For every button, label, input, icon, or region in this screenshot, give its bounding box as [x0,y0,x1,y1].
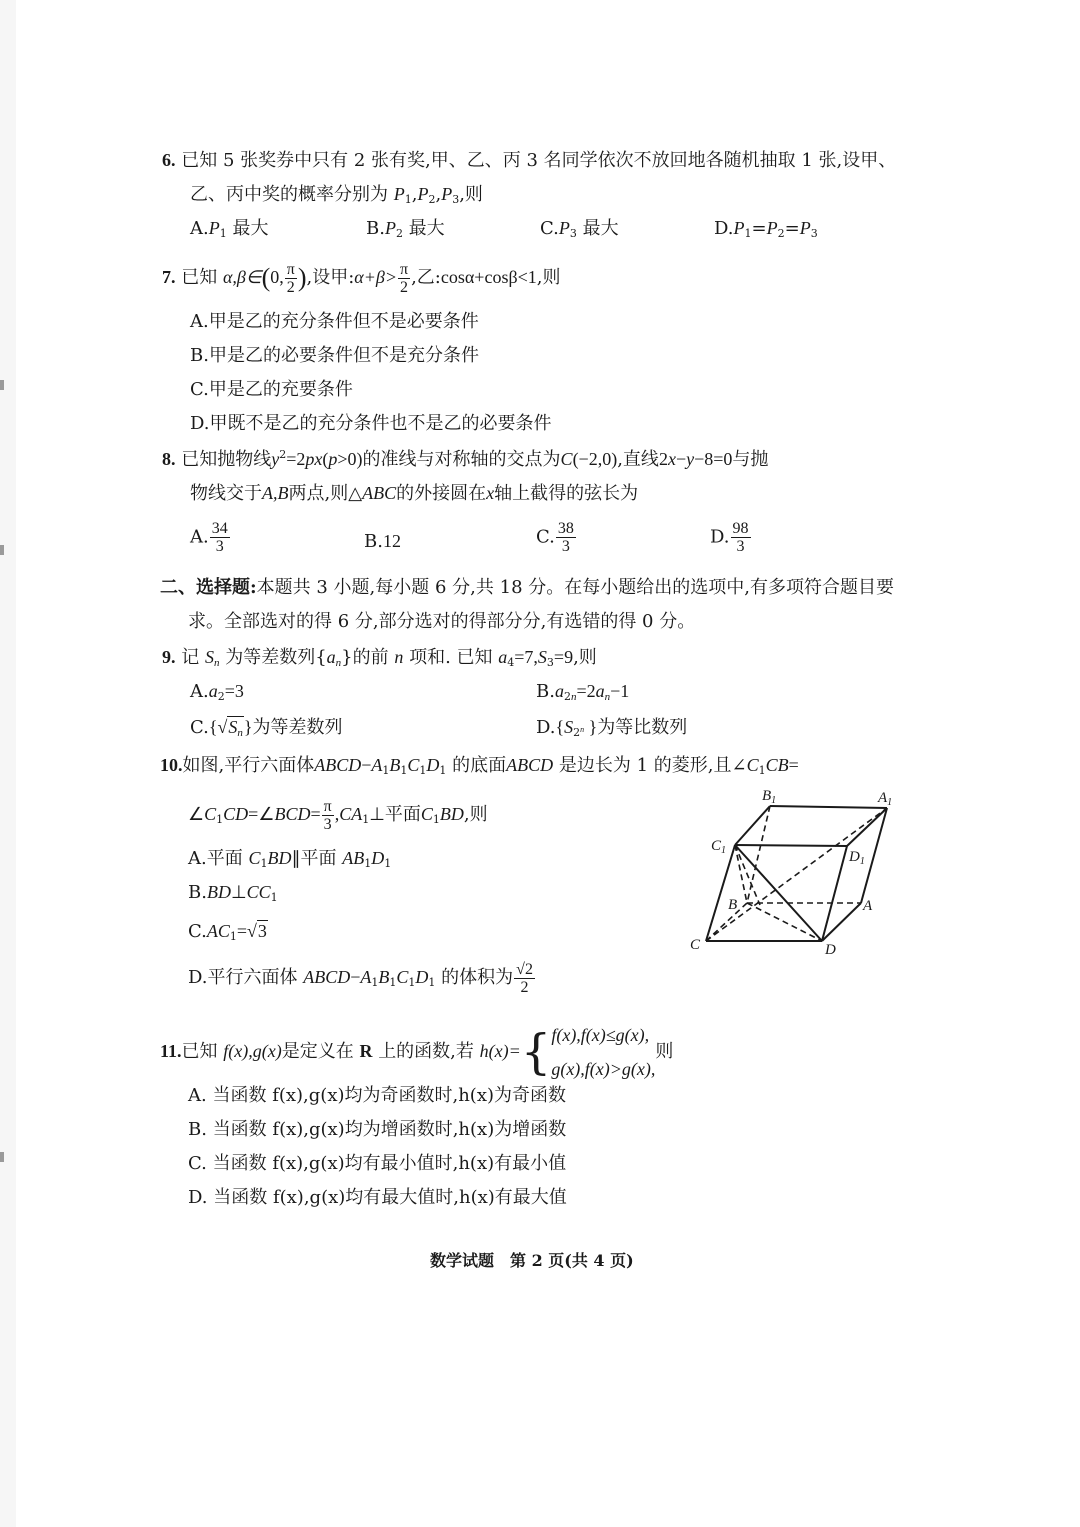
parallelepiped-figure [680,780,910,960]
option-label: C. [190,717,209,738]
q8-option-b[interactable] [364,529,401,554]
frac-den: 3 [736,538,745,555]
option-label: C. [540,218,559,239]
q9-text: ,则 [573,647,597,668]
q10-base: ABCD [506,755,554,775]
option-text: 最大 [408,218,445,239]
scan-margin [0,0,16,1527]
vertex-label-a: A [863,898,873,914]
vertex-label-b: B [728,897,738,913]
q10-option-b[interactable]: $B.BD\perp CC_1$ [188,882,278,904]
vertex-label-b1: $B_1$ [762,788,777,806]
q8-text: ,直线 [617,449,659,470]
option-text: 为等差数列 [252,717,343,738]
q7-text: ,设甲: [306,267,355,288]
option-label: C. [190,379,209,400]
q10-stem-line1: 10.如图,平行六面体$ABCD-A_1B_1C_1D_1$ 的底面ABCD 是边长为 1 的菱形,且$\angle C_1CB=$ [160,755,799,777]
q11-h: h(x)= [479,1041,521,1061]
fraction-sqrt2-over-2 [514,961,535,996]
q8-axis: x [486,483,495,503]
option-label: B. [364,531,383,552]
option-label: D. [190,413,210,434]
frac-den: 3 [215,538,224,555]
option-label: B. [190,345,209,366]
vertex-label-d: D [825,942,836,958]
frac-num: π [286,260,295,278]
fraction-pi-over-2 [398,261,410,296]
q9-option-d[interactable]: $D.\{S_{2^n}$ }为等比数列 [536,717,688,739]
q7-math: α,β∈ [222,267,262,287]
frac-den: 2 [400,278,409,296]
q8-option-d[interactable] [710,520,752,555]
page-footer: 数学试题 第 2 页(共 4 页) [430,1251,634,1270]
q7-text: 已知 [181,267,218,288]
q9-text: 为等差数列{ [225,647,327,668]
frac-den: 2 [286,278,295,296]
q10-option-a[interactable]: A.平面 $C_1BD\parallel$平面 $AB_1D_1$ [188,848,392,870]
option-text: 甲既不是乙的充分条件也不是乙的必要条件 [209,413,552,434]
option-text: 为等比数列 [597,717,688,738]
q6-text: 已知 5 张奖券中只有 2 张有奖,甲、乙、丙 3 名同学依次不放回地各随机抽取 1 张,设甲、 [181,150,897,171]
option-text: 当函数 f(x),g(x)均有最大值时,h(x)有最大值 [213,1187,567,1208]
option-label: B. [188,882,207,903]
section-2-instructions-line2 [188,610,695,634]
q8-text: 与抛 [732,449,769,470]
section-instructions: 本题共 3 小题,每小题 6 分,共 18 分。在每小题给出的选项中,有多项符合题目要 [256,577,894,598]
frac-num: 38 [557,520,574,537]
q11-option-c[interactable] [188,1152,566,1176]
option-label: D. [188,1187,208,1208]
q8-option-a[interactable] [190,520,231,555]
q8-text: 已知抛物线 [181,449,272,470]
vertex-label-a1: $A_1$ [878,790,893,808]
option-label: A. [188,1085,207,1106]
q6-text-end: ,则 [459,184,483,205]
option-label: B. [366,218,385,239]
frac-den: 3 [561,538,570,555]
section-2-heading [160,576,894,600]
q8-stem-line1: 8. 已知抛物线$y^2=2px(p>0)$的准线与对称轴的交点为C(−2,0),直线2x−y−8=0与抛 [162,448,769,470]
option-label: A. [190,218,209,239]
option-text: 最大 [232,218,269,239]
q9-n: n [394,647,404,667]
q9-option-a[interactable]: $A.a_2=3$ [190,681,244,703]
q9-option-c[interactable]: $C.\{√S_n\}$为等差数列 [190,717,343,739]
q7-cond-yi: cosα+cosβ<1 [440,267,537,287]
fraction [210,520,230,555]
q10-text: 的底面 [452,755,507,776]
q7-text: ,乙: [411,267,441,288]
q11-text: 上的函数,若 [378,1041,474,1062]
frac-num: π [323,797,332,815]
question-number: 8. [162,449,176,469]
q6-stem-line1 [162,148,896,173]
option-label: C. [536,526,555,548]
q11-functions: f(x),g(x) [223,1041,282,1061]
q9-option-b[interactable]: $B.a_{2n}=2a_n-1$ [536,681,630,703]
vertex-label-c: C [690,937,701,953]
q7-stem: 7. 已知 α,β∈(0, $\frac{\pi}{2}$ ),设甲:α+β> $\frac{\pi}{2}$ ,乙:cosα+cosβ<1,则 [162,260,561,296]
q11-option-b[interactable] [188,1118,566,1142]
q6-stem-line2: 乙、丙中奖的概率分别为 $P_1,P_2,P_3$,则 [190,184,483,206]
q6-option-a[interactable]: $A.P_1$ 最大 [190,218,269,240]
q8-text: 物线交于 [190,483,262,504]
option-label: B. [188,1119,207,1140]
option-text: 最大 [582,218,619,239]
q8-text: 的准线与对称轴的交点为 [362,449,561,470]
option-label: A. [190,311,209,332]
vertex-label-d1: $D_1$ [849,849,865,867]
option-value: 12 [382,531,401,551]
q6-option-d[interactable]: $D.P_1=P_2=P_3$ [714,218,818,240]
q9-stem: 9. 记 $S_n$ 为等差数列$\{a_n\}$的前 n 项和. 已知 $a_4=7,S_3=9$,则 [162,647,597,669]
q7-text: ,则 [536,267,561,288]
q11-real-set: R [359,1041,373,1061]
option-label: D. [188,967,208,988]
q10-option-d[interactable]: D.平行六面体 $ABCD-A_1B_1C_1D_1$ 的体积为 $\frac{√2}{2}$ [188,960,533,996]
fraction-pi-over-3 [322,798,334,833]
frac-num: 34 [211,520,228,537]
scan-mark [0,380,4,390]
q8-option-c[interactable] [536,520,577,555]
option-text: 甲是乙的充分条件但不是必要条件 [208,311,479,332]
option-text: 当函数 f(x),g(x)均为奇函数时,h(x)为奇函数 [212,1085,566,1106]
option-text: 甲是乙的必要条件但不是充分条件 [208,345,479,366]
frac-num: √2 [516,960,533,978]
q8-triangle: ABC [362,483,397,503]
piecewise-cases [551,1018,655,1086]
fraction [731,520,751,555]
option-label: D. [536,717,556,738]
option-label: B. [536,681,555,702]
q10-text: 平面 [384,804,421,825]
option-label: D. [710,526,730,548]
frac-den: 2 [520,978,529,996]
scan-mark [0,1152,4,1162]
vertex-label-c1: $C_1$ [711,838,727,856]
q6-text: 乙、丙中奖的概率分别为 [190,184,388,205]
q9-text: }的前 [341,647,389,668]
q8-points: A,B [262,483,289,503]
option-label: C. [188,921,207,942]
q11-option-d[interactable] [188,1186,567,1210]
q7-option-c[interactable] [190,378,353,402]
q7-option-d[interactable] [190,412,552,436]
q8-stem-line2 [190,481,638,506]
q9-text: 项和. 已知 [409,647,493,668]
option-label: A. [190,681,209,702]
sqrt-sn: $√S_n$ [217,717,243,739]
question-number: 10. [160,755,183,775]
option-label: A. [190,526,209,548]
q8-text: 轴上截得的弦长为 [494,483,639,504]
option-label: A. [188,848,207,869]
q11-option-a[interactable] [188,1084,566,1108]
q7-option-b[interactable] [190,344,479,368]
q10-text: 是边长为 1 的菱形,且∠ [558,755,747,776]
frac-num: π [400,260,409,278]
frac-den: 3 [323,815,332,833]
option-text: 的体积为 [441,967,514,988]
fraction-pi-over-2 [285,261,297,296]
q11-stem [160,1018,673,1086]
q8-text: 两点,则△ [288,483,363,504]
q7-cond-jia: α+β> [354,267,397,287]
q10-text: 如图,平行六面体 [182,755,315,776]
q6-option-c[interactable]: $C.P_3$ 最大 [540,218,619,240]
question-number: 7. [162,267,176,287]
q11-text: 已知 [181,1041,218,1062]
q7-option-a[interactable] [190,310,479,334]
question-number: 11. [160,1041,182,1061]
q10-option-c[interactable]: $C.AC_1=√3$ [188,921,267,943]
section-title: 二、选择题: [160,577,257,598]
option-label: C. [188,1153,207,1174]
q6-option-b[interactable]: $B.P_2$ 最大 [366,218,445,240]
fraction [556,520,576,555]
frac-num: 98 [732,520,749,537]
q10-text: ,则 [463,804,488,825]
case-2: g(x),f(x)>g(x), [551,1059,656,1079]
option-text: 当函数 f(x),g(x)均有最小值时,h(x)有最小值 [212,1153,567,1174]
case-1: f(x),f(x)≤g(x), [551,1025,650,1045]
scan-mark [0,545,4,555]
option-label: D. [714,218,734,239]
q11-text: 则 [655,1041,674,1062]
q10-text: = [788,755,799,775]
option-text: 甲是乙的充要条件 [208,379,353,400]
option-text: 平行六面体 [207,967,298,988]
q11-text: 是定义在 [281,1041,354,1062]
question-number: 9. [162,647,176,667]
q8-text: 的外接圆在 [396,483,487,504]
piecewise-brace: { [520,1024,552,1080]
option-text: 当函数 f(x),g(x)均为增函数时,h(x)为增函数 [212,1119,567,1140]
question-number: 6. [162,150,176,170]
q10-stem-line2: $\angle C_1CD=\angle BCD=$ $\frac{\pi}{3}$ $,CA_1\perp$平面$C_1BD$,则 [188,797,488,833]
section-instructions: 求。全部选对的得 6 分,部分选对的得部分分,有选错的得 0 分。 [188,611,696,632]
q9-text: 记 [181,647,200,668]
sqrt-3: √3 [247,921,267,941]
